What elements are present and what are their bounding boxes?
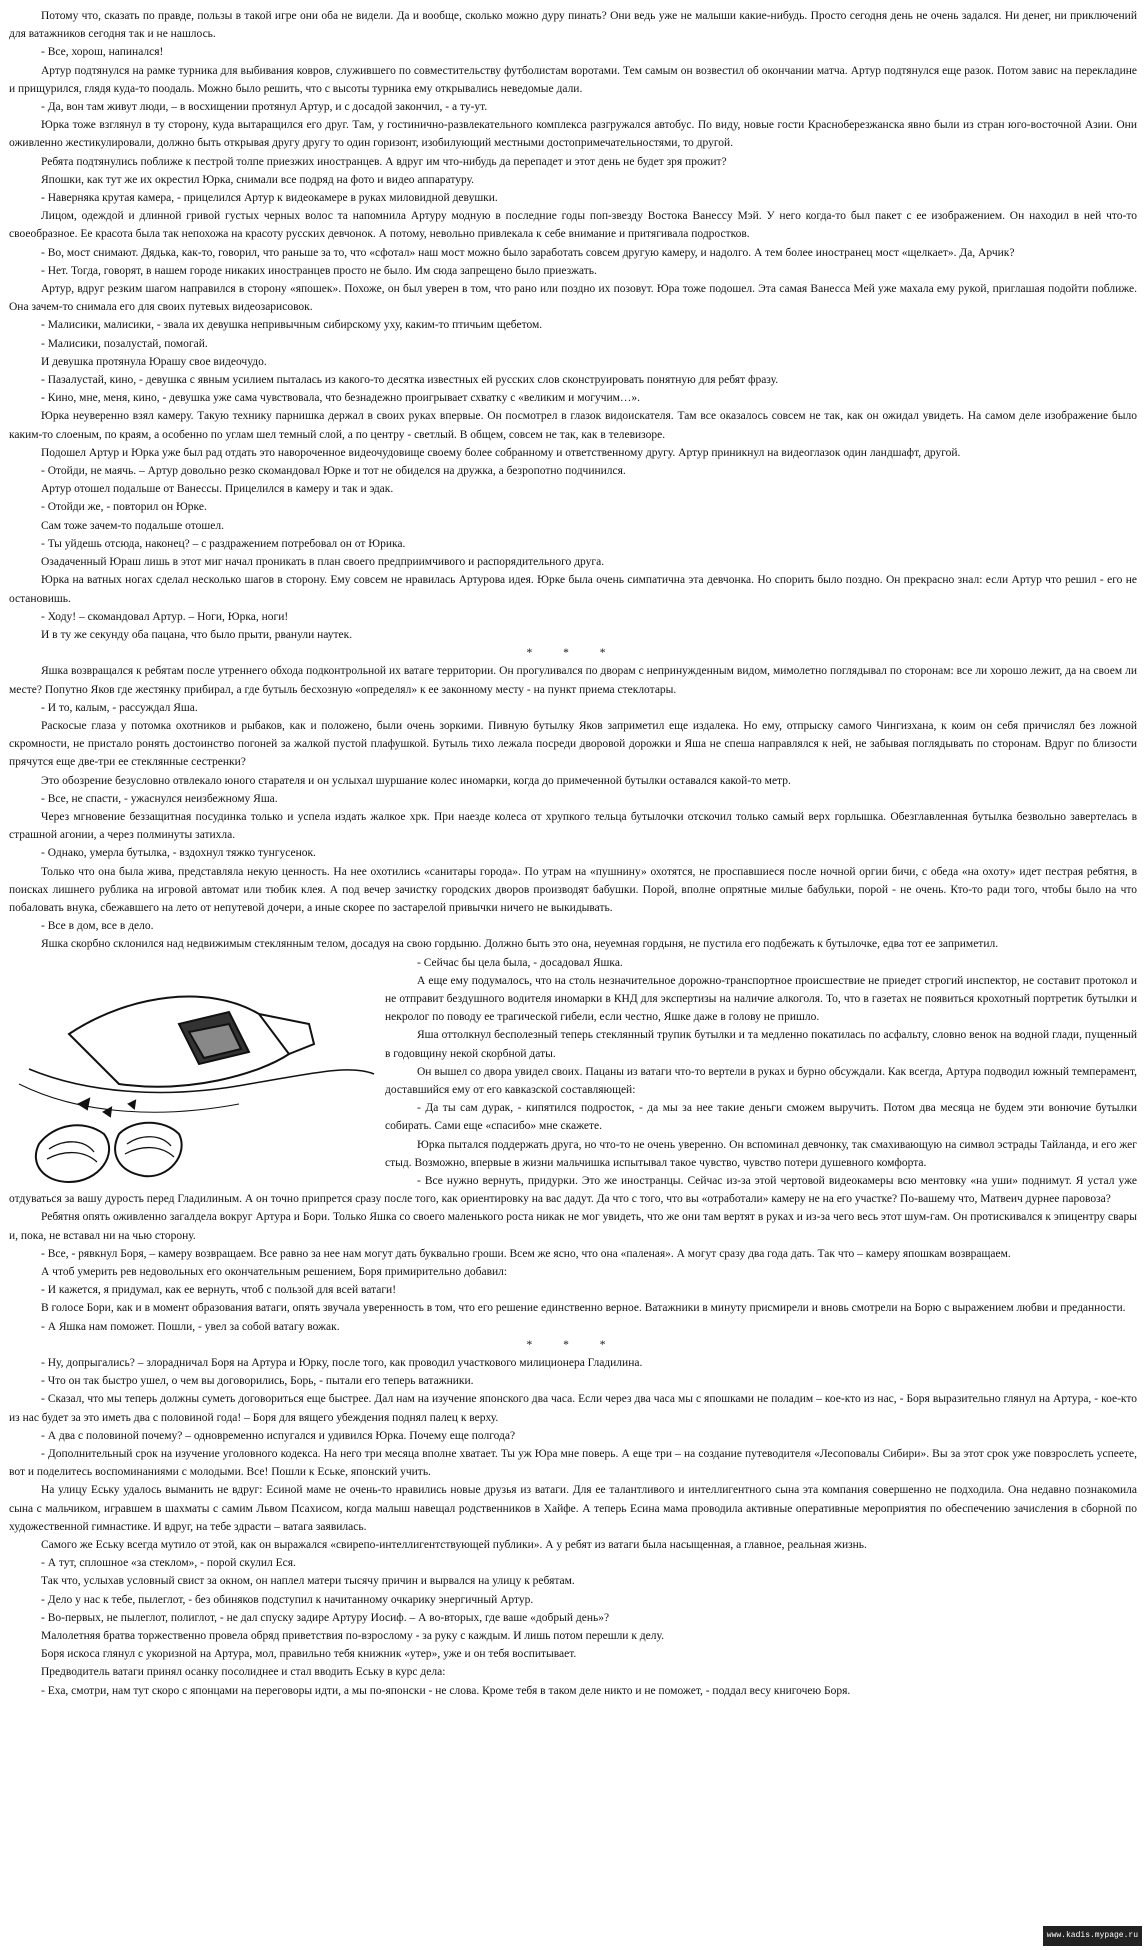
site-badge: www.kadis.mypage.ru <box>1043 1926 1142 1946</box>
paragraph: - Малисики, позалустай, помогай. <box>41 337 208 350</box>
paragraph: - А два с половиной почему? – одновременно испугался и удивился Юрка. Почему еще полгода? <box>41 1429 516 1442</box>
paragraph: - Все, - рявкнул Боря, – камеру возвращаем. Все равно за нее нам могут дать буквально гроши. Всем же ясно, что она «паленая». А могут сразу два года дать. Так что – камеру япошкам возвращаем. <box>41 1247 1011 1260</box>
paragraph: - Нет. Тогда, говорят, в нашем городе никаких иностранцев просто не было. Им сюда запрещено было приезжать. <box>41 264 597 277</box>
text-section-after <box>9 1172 1137 1336</box>
paragraph: - Отойди же, - повторил он Юрке. <box>41 501 207 514</box>
paragraph: - Во-первых, не пылеглот, полиглот, - не дал спуску задире Артуру Иосиф. – А во-вторых, где ваше «добрый день»? <box>41 1611 610 1624</box>
paragraph: Артур, вдруг резким шагом направился в сторону «япошек». Похоже, он был уверен в том, что рано или поздно их позовут. Юра тоже подошел. Эта самая Ванесса Мей уже махала ему рукой, приглашая подойти поближе. Она зачем-то снимала его для своих путевых видеозарисовок. <box>9 283 1137 314</box>
paragraph: - А Яшка нам поможет. Пошли, - увел за собой ватагу вожак. <box>41 1320 340 1333</box>
paragraph: Это обозрение безусловно отвлекало юного старателя и он услыхал шуршание колес иномарки, когда до примеченной бутылки оставался какой-то метр. <box>41 774 791 787</box>
bottle-illustration <box>9 954 379 1186</box>
paragraph: Юрка тоже взглянул в ту сторону, куда вытаращился его друг. Там, у гостинично-развлекательного комплекса разгружался автобус. По виду, новые гости Красноберезжанска явно были из стран юго-восточной Азии. Они оживленно жестикулировали, должно быть открывая другу другу то один горизонт, изобилующий местными достопримечательностями, то другой. <box>9 119 1137 150</box>
paragraph: А еще ему подумалось, что на столь незначительное дорожно-транспортное происшествие не приедет строгий инспектор, не составит протокол и не отправит бездушного водителя иномарки в КНД для экспертизы на наличие алкоголя. То, что в газетах не появиться крохотный портретик бутылки и некролог по поводу ее трагической гибели, если честно, Яшке даже в голову не пришло. <box>385 974 1137 1024</box>
paragraph: - Наверняка крутая камера, - прицелился Артур к видеокамере в руках миловидной девушки. <box>41 192 498 205</box>
paragraph: - А тут, сплошное «за стеклом», - порой скулил Еся. <box>41 1557 296 1570</box>
paragraph: А чтоб умерить рев недовольных его окончательным решением, Боря примирительно добавил: <box>41 1266 508 1279</box>
paragraph: - Пазалустай, кино, - девушка с явным усилием пыталась из какого-то десятка известных ей русских слов сконструировать понятную для ребят фразу. <box>41 374 779 387</box>
paragraph: Предводитель ватаги принял осанку посолиднее и стал вводить Еську в курс дела: <box>41 1666 446 1679</box>
paragraph: - Да ты сам дурак, - кипятился подросток, - да мы за нее такие деньги сможем выручить. Потом два месяца не будем эти вонючие бутылки собирать. Сами еще «спасибо» мне скажете. <box>385 1102 1137 1133</box>
paragraph: - Отойди, не маячь. – Артур довольно резко скомандовал Юрке и тот не обиделся на дружка, а безропотно подчинился. <box>41 465 626 478</box>
paragraph: - Да, вон там живут люди, – в восхищении протянул Артур, и с досадой закончил, - а ту-ут. <box>41 101 488 114</box>
paragraph: - И то, калым, - рассуждал Яша. <box>41 701 198 714</box>
paragraph: Так что, услыхав условный свист за окном, он наплел матери тысячу причин и вырвался на улицу к ребятам. <box>41 1575 575 1588</box>
text-section-bottom <box>9 1354 1137 1700</box>
paragraph: - Во, мост снимают. Дядька, как-то, говорил, что раньше за то, что «сфотал» наш мост можно было заработать совсем другую камеру, и надолго. А тем более иностранец мост «щелкает». Да, Арчик? <box>41 246 1015 259</box>
paragraph: Сам тоже зачем-то подальше отошел. <box>41 519 224 532</box>
paragraph: - Ну, допрыгались? – злорадничал Боря на Артура и Юрку, после того, как проводил участкового милиционера Гладилина. <box>41 1357 643 1370</box>
paragraph: Яшка скорбно склонился над недвижимым стеклянным телом, досадуя на свою гордыню. Должно быть это она, неуемная гордыня, не пустила его подбежать к бутылочке, едва тот ее заприметил. <box>41 938 999 951</box>
paragraph: Яша оттолкнул бесполезный теперь стеклянный трупик бутылки и та медленно покатилась по асфальту, словно венок на водной глади, пущенный в годовщину некой скорбной даты. <box>385 1029 1137 1060</box>
paragraph: - Ты уйдешь отсюда, наконец? – с раздражением потребовал он от Юрика. <box>41 537 406 550</box>
paragraph: Через мгновение беззащитная посудинка только и успела издать жалкое хрк. При наезде колеса от хрупкого тельца бутылочки отскочил только самый верх горлышка. Обезглавленная бутылка безвольно завертелась в страшной агонии, а через полминуты затихла. <box>9 810 1137 842</box>
paragraph: Юрка на ватных ногах сделал несколько шагов в сторону. Ему совсем не нравилась Артурова идея. Юрке была очень симпатична эта девчонка. Но спорить было поздно. Он прекрасно знал: если Артур что решил - его не остановишь. <box>9 574 1137 605</box>
paragraph: - Все в дом, все в дело. <box>41 920 154 933</box>
paragraph: - Дело у нас к тебе, пылеглот, - без обиняков подступил к начитанному очкарику энергичный Артур. <box>41 1593 534 1606</box>
paragraph: Артур подтянулся на рамке турника для выбивания ковров, служившего по совместительству футболистам воротами. Тем самым он возвестил об окончании матча. Артур подтянулся еще разок. Потом завис на перекладине и прищурился, глядя куда-то поодаль. Можно было решить, что с высоты турника ему открывались неведомые дали. <box>9 64 1137 95</box>
paragraph: - Дополнительный срок на изучение уголовного кодекса. На него три месяца вполне хватает. Ты уж Юра мне поверь. А еще три – на создание путеводителя «Лесоповалы Сибири». Вы за этот срок уже повзрослеть успеете, вот и поделитесь воспоминаниями с молодыми. Все! Пошли к Еське, японский учить. <box>9 1448 1137 1479</box>
paragraph: Япошки, как тут же их окрестил Юрка, снимали все подряд на фото и видео аппаратуру. <box>41 173 475 186</box>
paragraph: Юрка пытался поддержать друга, но что-то не очень уверенно. Он вспоминал девчонку, так смахивающую на символ эстрады Тайланда, и его жег стыд. Возможно, впервые в жизни мальчишка испытывал такое чувство, чувство потери душевного комфорта. <box>385 1138 1137 1169</box>
paragraph: В голосе Бори, как и в момент образования ватаги, опять звучала уверенность в том, что его решение единственно верное. Ватажники в минуту присмирели и вновь смотрели на Борю с выражением любви и преданности. <box>41 1302 1126 1315</box>
section-separator: * * * <box>526 647 620 660</box>
section-separator-2: * * * <box>526 1338 620 1351</box>
paragraph: - Однако, умерла бутылка, - вздохнул тяжко тунгусенок. <box>41 847 316 860</box>
paragraph: - Все, хорош, напинался! <box>41 46 164 59</box>
paragraph: Боря искоса глянул с укоризной на Артура, мол, правильно тебя книжник «утер», уже и он тебя воспитывает. <box>41 1648 577 1661</box>
paragraph: - Ходу! – скомандовал Артур. – Ноги, Юрка, ноги! <box>41 610 289 623</box>
paragraph: - И кажется, я придумал, как ее вернуть, чтоб с пользой для всей ватаги! <box>41 1284 397 1297</box>
paragraph: Подошел Артур и Юрка уже был рад отдать это навороченное видеочудовище своему более собранному и ответственному другу. Артур приникнул на видеоглазок один ландшафт, другой. <box>41 446 961 459</box>
paragraph: - Кино, мне, меня, кино, - девушка уже сама чувствовала, что безнадежно проигрывает схватку с «великим и могучим…». <box>41 392 641 405</box>
paragraph: Раскосые глаза у потомка охотников и рыбаков, как и положено, были очень зоркими. Пивную бутылку Яков заприметил еще издалека. Но ему, отпрыску самого Чингизхана, к коим он себя причислял без ложной скромности, не пристало ронять достоинство погоней за жалкой пустой плафушкой. Бутыль тихо лежала посреди дворовой дорожки и Яша не спеша направлялся к ней, не забывая поглядывать по сторонам. Вдруг по близости прячутся еще две-три ее стеклянные сестренки? <box>9 719 1137 769</box>
paragraph: И девушка протянула Юрашу свое видеочудо. <box>41 355 267 368</box>
paragraph: - Малисики, малисики, - звала их девушка непривычным сибирскому уху, каким-то птичьим щебетом. <box>41 319 543 332</box>
paragraph: - Сейчас бы цела была, - досадовал Яшка. <box>417 956 623 969</box>
paragraph: - Что он так быстро ушел, о чем вы договорились, Борь, - пытали его теперь ватажники. <box>41 1375 474 1388</box>
paragraph: - Все нужно вернуть, придурки. Это же иностранцы. Сейчас из-за этой чертовой видеокамеры всю ментовку «на уши» поднимут. Я устал уже отдуваться за вашу дурость перед Гладилиным. А он точно припрется сразу после того, как ориентировку на вас дадут. Да что с того, что вы «отработали» камеру не на его участке? По-вашему что, Матвеич дурнее паровоза? <box>9 1175 1137 1206</box>
text-section-top <box>9 7 1137 644</box>
paragraph: Малолетняя братва торжественно провела обряд приветствия по-взрослому - за руку с каждым. И лишь потом перешли к делу. <box>41 1630 664 1643</box>
paragraph: И в ту же секунду оба пацана, что было прыти, рванули наутек. <box>41 628 353 641</box>
paragraph: Артур отошел подальше от Ванессы. Прицелился в камеру и так и эдак. <box>41 483 394 496</box>
paragraph: Озадаченный Юраш лишь в этот миг начал проникать в план своего предприимчивого и распорядительного друга. <box>41 556 605 569</box>
paragraph: - Еха, смотри, нам тут скоро с японцами на переговоры идти, а мы по-японски - не слова. Кроме тебя в таком деле никто и не поможет, - поддал весу книгочею Боря. <box>41 1684 851 1697</box>
paragraph: - Сказал, что мы теперь должны суметь договориться еще быстрее. Дал нам на изучение японского два часа. Если через два часа мы с япошками не поладим – кое-кто из нас, - Боря выразительно глянул на Артура, - кое-кто из нас будет за это иметь два с половиной года! – Боря для вящего убеждения поднял палец к верху. <box>9 1393 1137 1424</box>
paragraph: Самого же Еську всегда мутило от этой, как он выражался «свирепо-интеллигентствующей публики». А у ребят из ватаги была насыщенная, а главное, реальная жизнь. <box>41 1539 867 1552</box>
text-section-middle <box>9 662 1137 953</box>
paragraph: Ребята подтянулись поближе к пестрой толпе приезжих иностранцев. А вдруг им что-нибудь да перепадет и этот день не будет зря прожит? <box>41 155 727 168</box>
paragraph: Яшка возвращался к ребятам после утреннего обхода подконтрольной их ватаге территории. Он прогуливался по дворам с непринужденным видом, мимолетно поглядывал по сторонам: все ли хорошо лежит, да на своем ли месте? Попутно Яков где жестянку прибирал, а где бутыль бесхозную «определял» к ее законному месту - на пункт приема стеклотары. <box>9 665 1137 696</box>
paragraph: На улицу Еську удалось выманить не вдруг: Есиной маме не очень-то нравились новые друзья из ватаги. Для ее талантливого и интеллигентного сына эта компания совершенно не подходила. Она недавно познакомила сына с мальчиком, игравшем в шахматы с самим Львом Псахисом, когда малыш навещал родственников в Хайфе. А теперь Есина мама проводила активные оперативные мероприятия по обеспечению зачисления в сборной по художественной гимнастике. И вдруг, на тебе здрасти – ватага заявилась. <box>9 1484 1137 1533</box>
paragraph: Ребятня опять оживленно загалдела вокруг Артура и Бори. Только Яшка со своего маленького роста никак не мог увидеть, что же они там вертят в руках и из-за чего весь этот шум-гам. Он протискивался к эпицентру свары и, пока, не вставал ни на чью сторону. <box>9 1211 1137 1242</box>
paragraph: Только что она была жива, представляла некую ценность. На нее охотились «санитары города». По утрам на «пушнину» охотятся, не проспавшиеся после ночной оргии бичи, с обеда «на охоту» идет пестрая ребятня, в поисках лишнего рублика на игровой автомат или тюбик клея. А под вечер зачистку городских дворов производят бабушки. Порой, вполне опрятные милые бабульки, порой - не очень. Кто-то ради того, чтобы было на что побаловать внука, сбежавшего на лето от непутевой дочери, а иные скорее по застарелой привычки ничего не выкидывать. <box>9 865 1137 914</box>
paragraph: - Все, не спасти, - ужаснулся неизбежному Яша. <box>41 792 278 805</box>
paragraph: Юрка неуверенно взял камеру. Такую технику парнишка держал в своих руках впервые. Он посмотрел в глазок видоискателя. Там все оказалось совсем не так, как он ожидал увидеть. На самом деле изображение было каким-то слоеным, по краям, а особенно по углам шел темный слой, а по центру - светлый. В общем, совсем не так, как в телевизоре. <box>9 410 1137 441</box>
paragraph: Потому что, сказать по правде, пользы в такой игре они оба не видели. Да и вообще, сколько можно дуру пинать? Они ведь уже не малыши какие-нибудь. Просто сегодня день не очень задался. Ни денег, ни приключений для ватажников сегодня так и не нашлось. <box>9 10 1137 41</box>
paragraph: Он вышел со двора увидел своих. Пацаны из ватаги что-то вертели в руках и бурно обсуждали. Как всегда, Артура подводил южный темперамент, доставшийся ему от его кавказской составляющей: <box>385 1065 1137 1096</box>
paragraph: Лицом, одеждой и длинной гривой густых черных волос та напомнила Артуру модную в последние годы поп-звезду Востока Ванессу Мэй. У него когда-то был пакет с ее изображением. Он находил в ней что-то своеобразное. Ее красота была так непохожа на красоту русских девчонок. А потому, невольно привлекала к себе внимание и притягивала подростков. <box>9 210 1137 241</box>
